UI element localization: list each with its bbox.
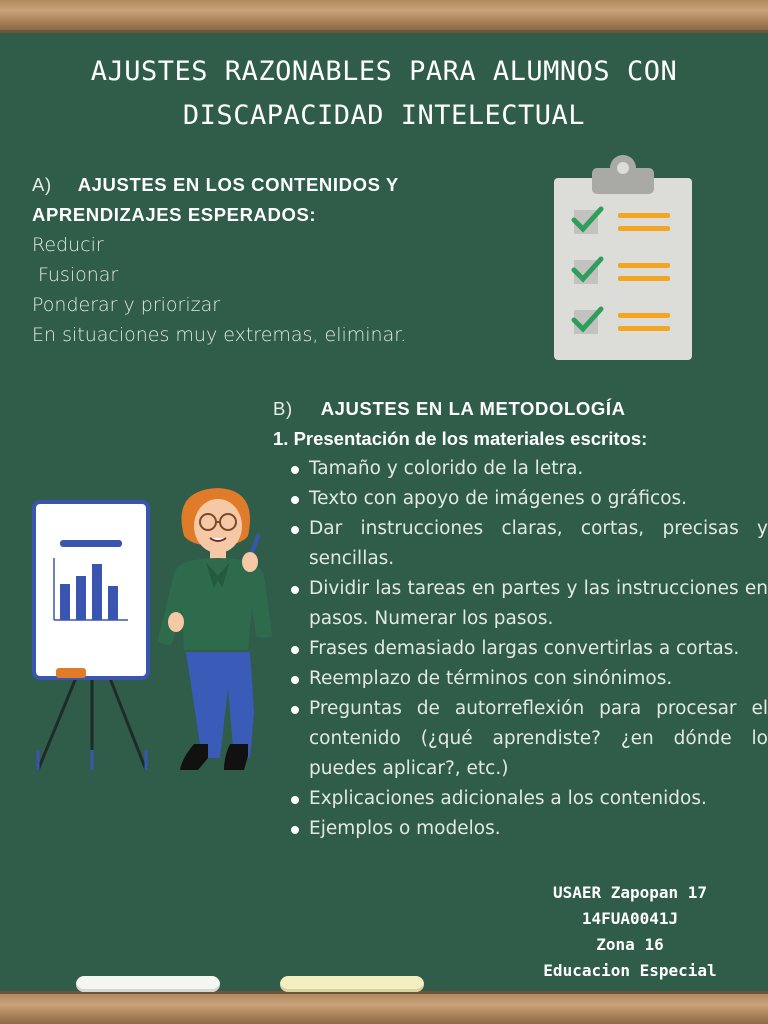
footer-line-3: Zona 16 — [596, 935, 664, 954]
list-item: Dar instrucciones claras, cortas, precisas y sencillas. — [273, 514, 768, 574]
footer-line-4: Educacion Especial — [543, 961, 717, 980]
section-a-item: Ponderar y priorizar — [32, 294, 221, 316]
list-item: Preguntas de autorreflexión para procesar el contenido (¿qué aprendiste? ¿en dónde lo puedes aplicar?, etc.) — [273, 694, 768, 784]
wood-frame-bottom — [0, 991, 768, 1024]
section-b-bullet-list — [273, 454, 768, 844]
title-line-1: AJUSTES RAZONABLES PARA ALUMNOS CON — [90, 56, 678, 87]
clipboard-checklist-icon — [552, 154, 694, 368]
section-b-heading-text: AJUSTES EN LA METODOLOGÍA — [320, 398, 626, 419]
section-b-letter: B) — [273, 398, 293, 419]
list-item: Reemplazo de términos con sinónimos. — [273, 664, 768, 694]
chalk-yellow — [280, 976, 424, 992]
section-a-letter: A) — [32, 174, 52, 195]
list-item: Tamaño y colorido de la letra. — [273, 454, 768, 484]
section-a-item: En situaciones muy extremas, eliminar. — [32, 324, 407, 346]
section-b — [273, 394, 768, 844]
section-a-heading — [32, 170, 512, 200]
title-line-2: DISCAPACIDAD INTELECTUAL — [182, 100, 586, 131]
footer-line-2: 14FUA0041J — [581, 909, 679, 928]
section-b-heading — [273, 394, 768, 424]
section-a-item: Fusionar — [38, 264, 119, 286]
section-a-heading-line-2: APRENDIZAJES ESPERADOS: — [32, 204, 317, 225]
chalk-white — [76, 976, 220, 992]
section-a — [32, 170, 512, 350]
section-a-item: Reducir — [32, 234, 104, 256]
footer-line-1: USAER Zapopan 17 — [552, 883, 708, 902]
list-item: Explicaciones adicionales a los contenidos. — [273, 784, 768, 814]
list-item: Texto con apoyo de imágenes o gráficos. — [273, 484, 768, 514]
list-item: Dividir las tareas en partes y las instrucciones en pasos. Numerar los pasos. — [273, 574, 768, 634]
easel-bar-chart-icon — [30, 498, 156, 782]
list-item: Frases demasiado largas convertirlas a cortas. — [273, 634, 768, 664]
section-a-heading-line-1: AJUSTES EN LOS CONTENIDOS Y — [77, 174, 399, 195]
wood-frame-top — [0, 0, 768, 33]
list-item: Ejemplos o modelos. — [273, 814, 768, 844]
section-b-subheading: 1. Presentación de los materiales escritos: — [273, 428, 648, 449]
page-title — [20, 50, 748, 138]
teacher-illustration — [146, 486, 276, 782]
footer-credits — [520, 880, 740, 984]
